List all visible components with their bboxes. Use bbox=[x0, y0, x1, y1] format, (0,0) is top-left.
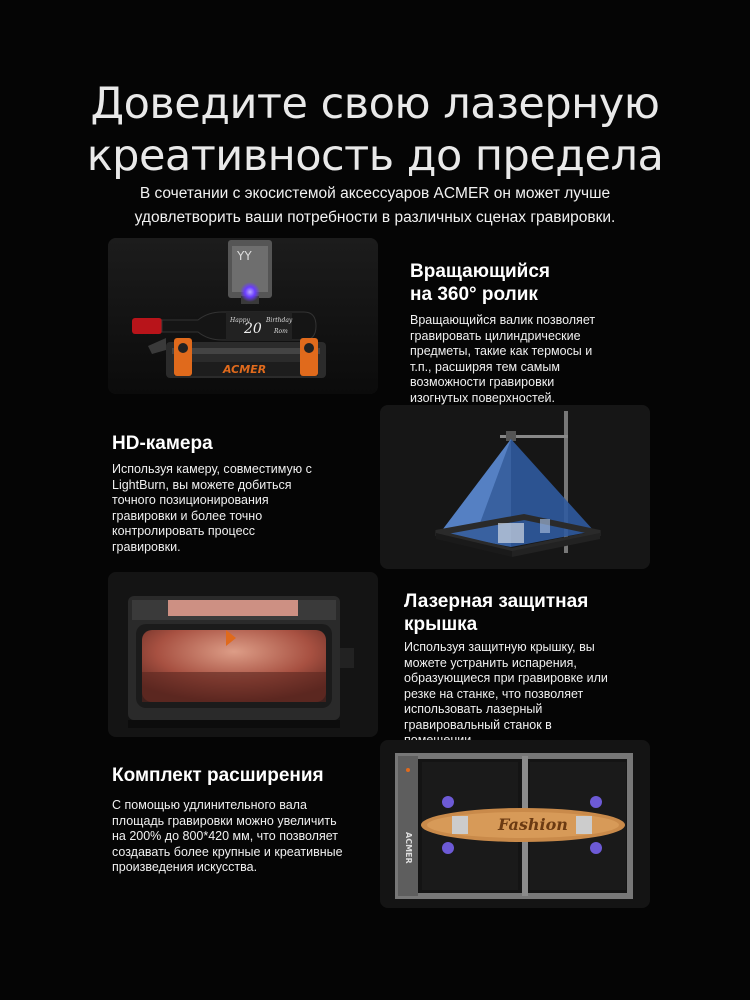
rotary-roller-image bbox=[108, 238, 378, 394]
rotary-roller-description: Вращающийся валик позволяет гравировать цилиндрические предметы, такие как термосы и т.п., расширяя тем самым возможности гравировки изогнутых поверхностей. bbox=[410, 313, 596, 405]
page-title bbox=[0, 78, 750, 182]
svg-text:Rom: Rom bbox=[274, 328, 288, 335]
page-title-line1: Доведите свою лазерную bbox=[90, 79, 660, 129]
rotary-roller-title: Вращающийся на 360° ролик bbox=[410, 261, 550, 305]
svg-text:Happy: Happy bbox=[230, 317, 250, 324]
laser-enclosure-title: Лазерная защитная крышка bbox=[404, 591, 589, 635]
laser-enclosure-image bbox=[108, 572, 378, 737]
extension-kit-description: С помощью удлинительного вала площадь гравировки можно увеличить на 200% до 800*420 мм, что позволяет создавать более крупные и креативные произведения искусства. bbox=[112, 798, 343, 874]
page-subtitle bbox=[0, 182, 750, 230]
page-title-line2: креативность до предела bbox=[86, 131, 664, 181]
svg-text:YY: YY bbox=[237, 249, 252, 263]
svg-text:ACMER: ACMER bbox=[404, 832, 413, 864]
svg-text:Birthday: Birthday bbox=[266, 317, 293, 324]
laser-enclosure-description: Используя защитную крышку, вы можете устранить испарения, образующиеся при гравировке или резке на станке, что позволяет использовать лазерный гравировальный станок в bbox=[404, 640, 608, 732]
hd-camera-title: HD-камера bbox=[112, 433, 213, 454]
svg-text:ACMER: ACMER bbox=[223, 363, 267, 376]
extension-kit-image bbox=[380, 740, 650, 908]
page-subtitle-line1: В сочетании с экосистемой аксессуаров ACMER он может лучше bbox=[139, 185, 611, 202]
svg-text:20: 20 bbox=[244, 321, 262, 337]
hd-camera-description: Используя камеру, совместимую с LightBurn, вы можете добиться точного позиционирования гравировки и более точно контролировать процесс гравировки. bbox=[112, 462, 312, 554]
extension-kit-title: Комплект расширения bbox=[112, 765, 324, 786]
hd-camera-image bbox=[380, 405, 650, 569]
svg-text:Fashion: Fashion bbox=[498, 815, 568, 834]
page-subtitle-line2: удовлетворить ваши потребности в различных сценах гравировки. bbox=[134, 209, 616, 226]
